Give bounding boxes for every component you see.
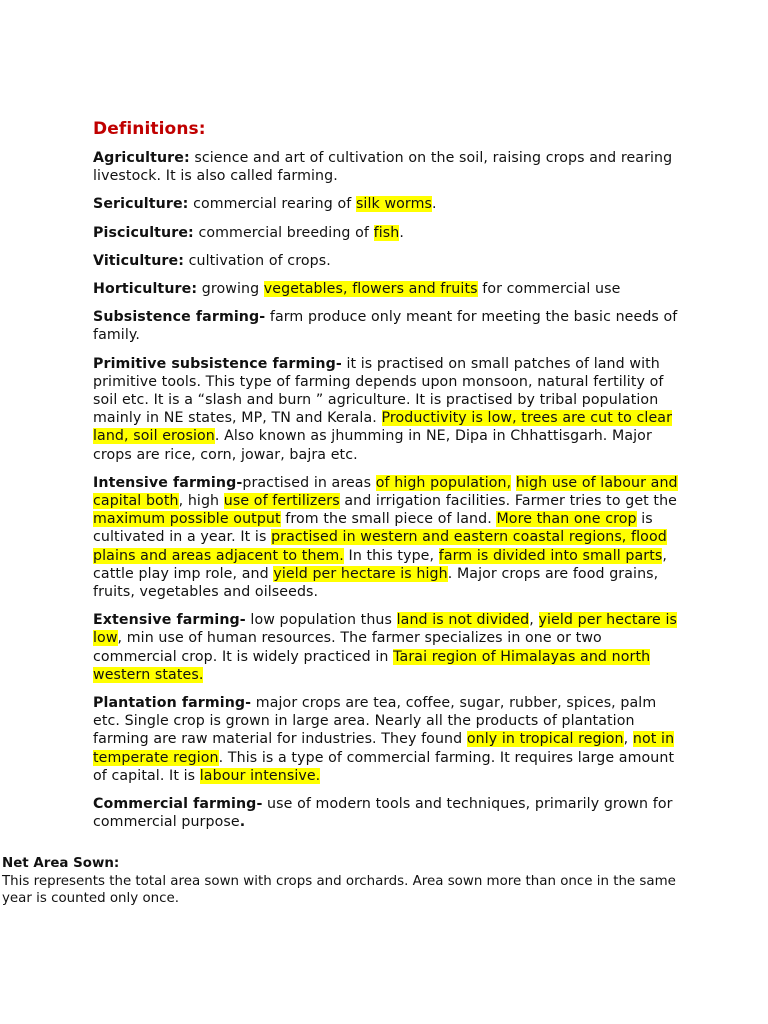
definition-text: practised in areas [242,474,376,491]
definition-entry [93,474,678,601]
definition-text: . [239,814,246,831]
definition-term: Horticulture: [93,281,198,298]
definition-entry [93,795,678,831]
definition-entry [93,694,678,785]
section-heading: Definitions: [93,119,206,139]
definition-text: , cattle play imp role, and [93,547,668,582]
definition-text: , high [178,493,224,510]
definition-text: In this type, [343,547,439,564]
definition-entry [93,149,678,185]
definition-entry [93,195,678,213]
definition-term: Plantation farming- [93,695,252,712]
definition-text: . [399,224,404,241]
definition-text: , [529,612,539,629]
definition-text: cultivation of crops. [184,252,331,269]
definition-text: , [623,731,633,748]
definition-entry [93,308,678,344]
definitions-section [93,118,678,842]
definition-text: . [432,196,437,213]
definition-text: , min use of human resources. The farmer specializes in one or two commercial crop. It is widely practiced in [93,630,602,665]
highlighted-text: silk worms [355,196,433,213]
definition-text: major crops are tea, coffee, sugar, rubber, spices, palm etc. Single crop is grown in large area. Nearly all the products of plantation farming are raw material for industries. They found [93,695,657,748]
definition-text: and irrigation facilities. Farmer tries to get the [339,493,678,510]
definition-text: commercial breeding of [193,224,374,241]
definition-entry [93,252,678,270]
highlighted-text: only in tropical region [466,731,624,748]
highlighted-text: Productivity is low, trees are cut to clear land, soil erosion [93,410,673,445]
highlighted-text: land is not divided [396,612,530,629]
net-area-sown-note [2,855,692,908]
highlighted-text: of high population, [375,474,512,491]
highlighted-text: labour intensive. [199,767,321,784]
definition-text: from the small piece of land. [280,511,497,528]
definition-text: farm produce only meant for meeting the basic needs of family. [93,309,678,344]
definition-term: Commercial farming- [93,796,263,813]
highlighted-text: high use of labour and capital both [93,474,678,510]
definition-text: use of modern tools and techniques, primarily grown for commercial purpose [93,796,673,831]
definition-text: growing [197,281,264,298]
definition-text: commercial rearing of [188,196,356,213]
definition-text: is cultivated in a year. It is [93,511,653,546]
definition-text: for commercial use [477,281,621,298]
highlighted-text: fish [373,224,400,241]
highlighted-text: Tarai region of Himalayas and north western states. [93,648,651,683]
definition-text: low population thus [245,612,397,629]
definition-term: Agriculture: [93,150,190,166]
definition-text: science and art of cultivation on the soil, raising crops and rearing livestock. It is also called farming. [93,150,673,185]
highlighted-text: practised in western and eastern coastal regions, flood plains and areas adjacent to them. [93,529,667,564]
definition-text: . Also known as jhumming in NE, Dipa in Chhattisgarh. Major crops are rice, corn, jowar, bajra etc. [93,428,652,463]
definition-list [93,149,678,832]
highlighted-text: maximum possible output [93,511,281,528]
highlighted-text: use of fertilizers [223,493,340,510]
definition-entry [93,611,678,684]
definition-text: . Major crops are food grains, fruits, vegetables and oilseeds. [93,565,659,601]
definition-term: Subsistence farming- [93,309,266,326]
definition-term: Sericulture: [93,196,189,213]
definition-entry [93,355,678,464]
note-title: Net Area Sown: [2,856,120,871]
highlighted-text: not in temperate region [93,731,675,766]
highlighted-text: More than one crop [496,511,637,528]
definition-entry [93,280,678,298]
definition-term: Pisciculture: [93,224,194,241]
definition-term: Primitive subsistence farming- [93,355,342,372]
highlighted-text: yield per hectare is low [93,612,677,647]
highlighted-text: vegetables, flowers and fruits [263,281,478,298]
highlighted-text: yield per hectare is high [273,565,448,582]
definition-term: Viticulture: [93,252,184,269]
definition-text: it is practised on small patches of land with primitive tools. This type of farming depends upon monsoon, natural fertility of soil etc. It is a “slash and burn ” agriculture. It is practised by tribal population mainly in NE states, MP, TN and Kerala. [93,355,664,427]
definition-term: Extensive farming- [93,612,246,629]
definition-term: Intensive farming- [93,474,243,491]
note-body: This represents the total area sown with crops and orchards. Area sown more than once in the same year is counted only once. [2,873,676,906]
definition-text: . This is a type of commercial farming. It requires large amount of capital. It is [93,749,675,784]
highlighted-text: farm is divided into small parts [438,547,663,564]
definition-entry [93,224,678,242]
